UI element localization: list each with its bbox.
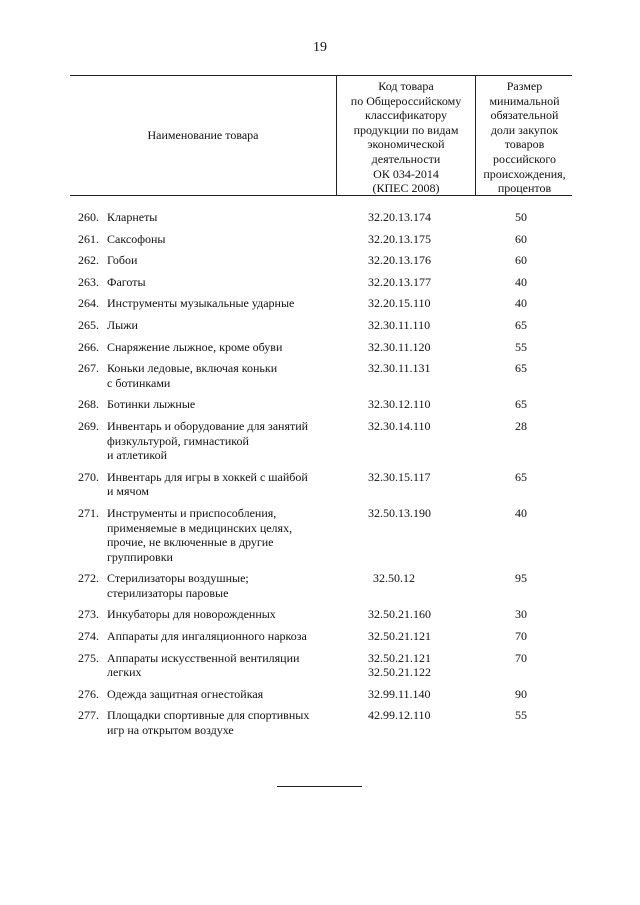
row-number: 270. (78, 469, 99, 484)
table-row (0, 296, 640, 311)
footer-divider (277, 786, 362, 787)
row-share: 95 (515, 571, 527, 586)
row-code: 32.30.11.120 (368, 339, 431, 354)
row-name: Аппараты для ингаляционного наркоза (107, 629, 307, 644)
row-code: 32.30.11.110 (368, 317, 431, 332)
row-share: 50 (515, 210, 527, 224)
row-name: Стерилизаторы воздушные; стерилизаторы паровые (107, 571, 249, 600)
row-share: 40 (515, 296, 527, 311)
row-number: 260. (78, 210, 99, 224)
row-number: 269. (78, 418, 99, 433)
row-code: 32.99.11.140 (368, 686, 431, 701)
row-code: 32.30.11.131 (368, 361, 431, 376)
row-code: 32.50.21.121 (368, 629, 431, 644)
row-name: Лыжи (107, 317, 138, 332)
row-code: 32.50.12 (373, 571, 415, 586)
row-name: Инструменты и приспособления, применяемые в медицинских целях, прочие, не включенные в другие группировки (107, 505, 293, 564)
row-name: Инструменты музыкальные ударные (107, 296, 295, 311)
row-name: Инкубаторы для новорожденных (107, 607, 276, 622)
row-code: 32.50.13.190 (368, 505, 431, 520)
row-number: 274. (78, 629, 99, 644)
row-name: Гобои (107, 253, 138, 268)
row-code: 32.30.12.110 (368, 397, 431, 412)
table-row (0, 629, 640, 644)
row-name: Коньки ледовые, включая коньки с ботинками (107, 361, 278, 390)
row-name: Инвентарь для игры в хоккей с шайбой и мячом (107, 469, 308, 499)
row-share: 65 (515, 361, 527, 376)
table-row (0, 651, 640, 680)
row-number: 272. (78, 571, 99, 586)
header-product-code: Код товара по Общероссийскому классификатору продукции по видам экономической деятельности ОК 034-2014 (КПЕС 2008) (336, 76, 476, 195)
row-number: 264. (78, 296, 99, 311)
row-code: 32.20.13.177 (368, 274, 431, 289)
row-number: 277. (78, 708, 99, 723)
table-body (0, 210, 640, 745)
row-number: 268. (78, 397, 99, 412)
row-share: 70 (515, 650, 527, 665)
row-number: 271. (78, 505, 99, 520)
row-number: 275. (78, 650, 99, 665)
header-min-share: Размер минимальной обязательной доли закупок товаров российского происхождения, процентов (483, 79, 566, 196)
table-header (70, 75, 572, 196)
table-row (0, 397, 640, 412)
row-code: 32.30.14.110 (368, 418, 431, 433)
row-share: 28 (515, 418, 527, 433)
table-row (0, 210, 640, 225)
row-number: 262. (78, 253, 99, 268)
row-share: 65 (515, 397, 527, 412)
row-number: 273. (78, 607, 99, 622)
row-share: 55 (515, 708, 527, 723)
row-number: 261. (78, 231, 99, 246)
row-code: 32.20.13.174 (368, 210, 431, 224)
table-row (0, 419, 640, 463)
row-code: 32.20.15.110 (368, 296, 431, 311)
row-name: Аппараты искусственной вентиляции легких (107, 650, 300, 680)
table-row (0, 275, 640, 290)
row-share: 90 (515, 686, 527, 701)
row-number: 267. (78, 361, 99, 376)
row-code: 32.50.21.160 (368, 607, 431, 622)
row-code: 32.20.13.176 (368, 253, 431, 268)
row-name: Площадки спортивные для спортивных игр на открытом воздухе (107, 708, 310, 738)
table-row (0, 340, 640, 355)
table-row (0, 687, 640, 702)
row-number: 265. (78, 317, 99, 332)
row-share: 40 (515, 274, 527, 289)
row-share: 65 (515, 469, 527, 484)
row-code: 32.30.15.117 (368, 469, 431, 484)
table-row (0, 232, 640, 247)
row-name: Саксофоны (107, 231, 166, 246)
row-share: 60 (515, 231, 527, 246)
row-number: 276. (78, 686, 99, 701)
row-share: 65 (515, 317, 527, 332)
row-share: 40 (515, 505, 527, 520)
row-share: 70 (515, 629, 527, 644)
row-code: 42.99.12.110 (368, 708, 431, 723)
table-row (0, 506, 640, 564)
row-share: 55 (515, 339, 527, 354)
table-row (0, 571, 640, 600)
table-row (0, 708, 640, 737)
row-name: Фаготы (107, 274, 146, 289)
row-code: 32.20.13.175 (368, 231, 431, 246)
row-share: 60 (515, 253, 527, 268)
table-row (0, 607, 640, 622)
row-number: 266. (78, 339, 99, 354)
row-share: 30 (515, 607, 527, 622)
page-number: 19 (313, 40, 327, 55)
table-row (0, 318, 640, 333)
header-product-name: Наименование товара (147, 128, 259, 143)
table-row (0, 361, 640, 390)
row-name: Снаряжение лыжное, кроме обуви (107, 339, 283, 354)
row-name: Одежда защитная огнестойкая (107, 686, 264, 701)
row-number: 263. (78, 274, 99, 289)
row-name: Ботинки лыжные (107, 397, 196, 412)
table-row (0, 253, 640, 268)
table-row (0, 470, 640, 499)
row-code: 32.50.21.121 32.50.21.122 (368, 650, 431, 680)
row-name: Кларнеты (107, 210, 158, 224)
row-name: Инвентарь и оборудование для занятий физкультурой, гимнастикой и атлетикой (107, 418, 309, 463)
